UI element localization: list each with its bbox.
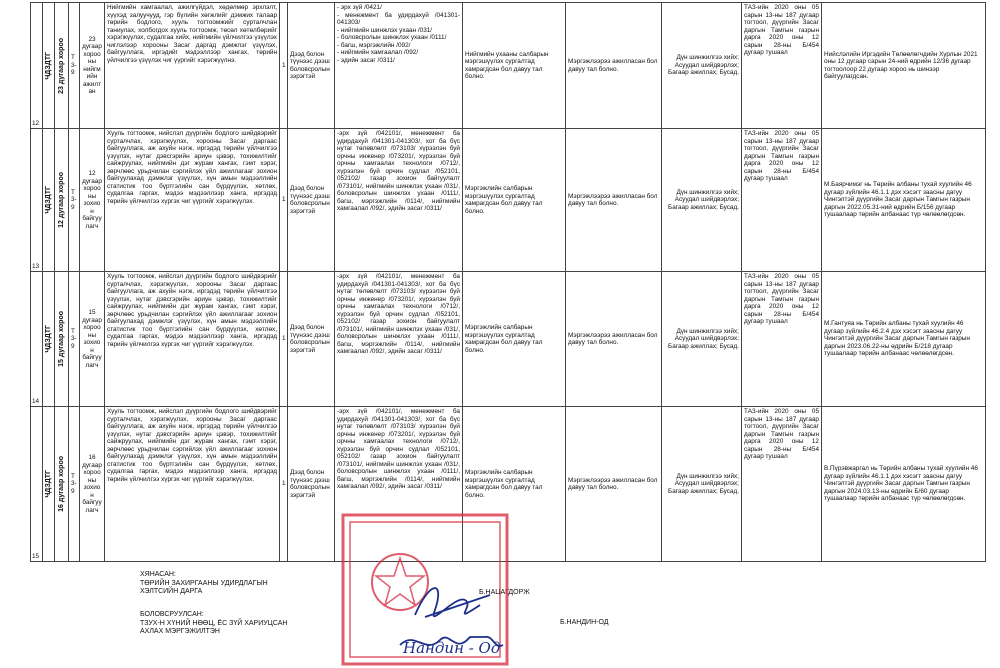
position-grade: Т3-9 [69,272,80,407]
approver-department: ТӨРИЙН ЗАХИРГААНЫ УДИРДЛАГЫН [140,579,268,587]
position-duties: Хууль тогтоомж, нийслэл дүүргийн бодлого шийдвэрийг сурталчлах, хэрэгжүүлэх, хорооны Засаг даргаас байгууллага, аж ахуйн нэгж, иргэдэд төрийн үйлчилгээ үзүүлэх, нутаг дэвсгэрийн ариун цэвэр, тохижилтийг сайжруулах, нийгмийн дэг журам хангах, гэмт хэрэг, зөрчлөөс урьдчилан сэргийлэх үйл ажиллагааг зохион байгуулахад дэмжлэг үзүүлэх, хүн амын мэдээллийн статистик тоо бүртгэлийн сан бүрдүүлэх, хөтлөх, судалгаа гаргах, мэдээ мэдээллээр ханга, иргэдэд төрийн үйлчилгээ хүргэх чиг үүргийг хэрэгжүүлэх. [105,272,280,407]
position-duties: Нийгмийн хамгаалал, ажилгүйдэл, хөдөлмөр эрхлэлт, хүүхэд залуучууд, гэр бүлийн хөгжлийг дэмжих талаар төрийн бодлого, хууль тогтоомжийг сурталчлан таниулах, холбогдох хууль тогтоомж, төсөл хөтөлбөрийг хэрэгжүүлэх, судалгаа хийх, нийгмийн үйлчилгээ үзүүлэх чиглэлээр хорооны Засаг даргад дэмжлэг үзүүлэх, байгууллага, иргэдийг мэдээллээр хангах, төрийн үйлчилгээ үзүүлэх чиг үүргийг хэрэгжүүлнэ. [105,3,280,129]
agency-code-text: ЧДЗДТГ [44,51,52,80]
training-requirement: Мэргэжлийн салбарын мэргэшүүлэх сургалтад хамрагдсан бол давуу тал болно. [463,407,566,562]
positions-table [30,2,986,562]
agency-code [43,3,55,129]
agency-code [43,129,55,272]
approval-decree: ТАЗ-ийн 2020 оны 05 сарын 13-ны 187 дугаар тогтоол, дүүргийн Засаг даргын Тамгын газрын дарга 2020 оны 12 сарын 28-ны Б/454 дугаар тушаал [742,407,822,562]
education-specialty: -эрх зүй /042101/, менежмент ба удирдахуй /041301-041303/, хот ба бүс нутаг төлөвлөлт /073103/ хүрээлэн буй орчны инженер /073201/, хүрээлэн буй орчны хамгаалах технологи /0712/, хүрээлэн буй орчин судлал /052101, 052102/ газар зохион байгуулалт /073101/, нийгмийн шинжлэх ухаан /031/, боловсролын шинжлэх ухаан /0111/, багш, мэргэжлийн /0114/, нийгмийн хамгаалал /092/, эдийн засаг /0311/ [335,129,463,272]
position-title: 23 дугаар хорооны нийгмийн ажилтан [80,3,105,129]
skills-requirement: Дүн шинжилгээ хийх; Асуудал шийдвэрлэх; Багаар ажиллах; Бусад. [662,407,742,562]
row-number: 15 [31,407,43,562]
row-number: 14 [31,272,43,407]
position-count: 1 [280,272,288,407]
position-grade: Т3-9 [69,129,80,272]
training-requirement: Нийгмийн ухааны салбарын мэргэшүүлэх сургалтад хамрагдсан бол давуу тал болно. [463,3,566,129]
preparer-caption: БОЛОВСРУУЛСАН: [140,611,204,618]
position-duties: Хууль тогтоомж, нийслэл дүүргийн бодлого шийдвэрийг сурталчлах, хэрэгжүүлэх, хорооны Засаг даргаас байгууллага, аж ахуйн нэгж, иргэдэд төрийн үйлчилгээ үзүүлэх, нутаг дэвсгэрийн ариун цэвэр, тохижилтийг сайжруулах, нийгмийн дэг журам хангах, гэмт хэрэг, зөрчлөөс урьдчилан сэргийлэх үйл ажиллагааг зохион байгуулахад дэмжлэг үзүүлэх, хүн амын мэдээллийн статистик тоо бүртгэлийн сан бүрдүүлэх, хөтлөх, судалгаа гаргах, мэдээ мэдээллээр ханга, иргэдэд төрийн үйлчилгээ хүргэх чиг үүргийг хэрэгжүүлэх. [105,407,280,562]
approval-decree: ТАЗ-ийн 2020 оны 05 сарын 13-ны 187 дугаар тогтоол, дүүргийн Засаг даргын Тамгын газрын дарга 2020 оны 12 сарын 28-ны Б/454 дугаар тушаал [742,272,822,407]
table-row [31,272,986,407]
position-title: 16 дугаар хорооны зохион байгуулагч [80,407,105,562]
preparer-block [140,611,288,637]
row-number: 12 [31,3,43,129]
subdistrict-name-text: 15 дугаар хороо [57,311,65,367]
position-title: 12 дугаар хорооны зохион байгуулагч [80,129,105,272]
experience-requirement: Мэргэжлээрээ ажилласан бол давуу тал болно. [566,129,662,272]
position-note: В.Пүрэвжаргал нь Төрийн албаны тухай хуулийн 46 дугаар зүйлийн 46.1.1 дэх хэсэгт заасны дагуу Чингэлтэй дүүргийн Засаг даргын Тамгын газрын даргын 2024.03.13-ны өдрийн Б/60 дугаар тушаалаар төрийн албанаас түр чөлөөлөгдсөн. [822,407,986,562]
education-specialty: -эрх зүй /042101/, менежмент ба удирдахуй /041301-041303/, хот ба бүс нутаг төлөвлөлт /073103/ хүрээлэн буй орчны инженер /073201/, хүрээлэн буй орчны хамгаалах технологи /0712/, хүрээлэн буй орчин судлал /052101, 052102/ газар зохион байгуулалт /073101/, нийгмийн шинжлэх ухаан /031/, боловсролын шинжлэх ухаан /0111/, багш, мэргэжлийн /0114/, нийгмийн хамгаалал /092/, эдийн засаг /0311/ [335,272,463,407]
approver-caption: ХЯНАСАН: [140,571,176,578]
table-row [31,3,986,129]
position-title: 15 дугаар хорооны зохион байгуулагч [80,272,105,407]
experience-requirement: Мэргэжлээрээ ажилласан бол давуу тал болно. [566,3,662,129]
education-level: Дээд болон түүнээс дээш боловсролын зэрэгтэй [288,272,335,407]
position-count: 1 [280,3,288,129]
subdistrict-name [55,272,69,407]
position-note: М.Баярчимэг нь Төрийн албаны тухай хуулийн 46 дугаар зүйлийн 46.1.1 дэх хэсэгт заасны дагуу Чингэлтэй дүүргийн Засаг даргын Тамгын газрын даргын 2022.05.31-ний өдрийн Б/156 дугаар тушаалаар төрийн албанаас түр чөлөөлөгдсөн. [822,129,986,272]
skills-requirement: Дүн шинжилгээ хийх; Асуудал шийдвэрлэх; Багаар ажиллах; Бусад. [662,129,742,272]
position-grade: Т3-9 [69,3,80,129]
subdistrict-name-text: 12 дугаар хороо [57,172,65,228]
position-grade: Т3-9 [69,407,80,562]
subdistrict-name [55,129,69,272]
training-requirement: Мэргэжлийн салбарын мэргэшүүлэх сургалтад хамрагдсан бол давуу тал болно. [463,272,566,407]
agency-code-text: ЧДЗДТГ [44,470,52,498]
row-number: 13 [31,129,43,272]
position-count: 1 [280,129,288,272]
education-level: Дээд болон түүнээс дээш боловсролын зэрэгтэй [288,407,335,562]
agency-code-text: ЧДЗДТГ [44,325,52,353]
approval-decree: ТАЗ-ийн 2020 оны 05 сарын 13-ны 187 дугаар тогтоол, дүүргийн Засаг даргын Тамгын газрын дарга 2020 оны 12 сарын 28-ны Б/454 дугаар тушаал [742,3,822,129]
education-specialty: -эрх зүй /042101/, менежмент ба удирдахуй /041301-041303/, хот ба бүс нутаг төлөвлөлт /073103/ хүрээлэн буй орчны инженер /073201/, хүрээлэн буй орчны хамгаалах технологи /0712/, хүрээлэн буй орчин судлал /052101, 052102/ газар зохион байгуулалт /073101/, нийгмийн шинжлэх ухаан /031/, боловсролын шинжлэх ухаан /0111/, багш, мэргэжлийн /0114/, нийгмийн хамгаалал /092/, эдийн засаг /0311/ [335,407,463,562]
education-level: Дээд болон түүнээс дээш боловсролын зэрэгтэй [288,3,335,129]
position-note: М.Гантуяа нь Төрийн албаны тухай хуулийн 46 дугаар зүйлийн 46.2.4 дэх хэсэгт заасны дагуу Чингэлтэй дүүргийн Засаг даргын Тамгын газрын даргын 2023.06.22-ны өдрийн Б/218 дугаар тушаалаар төрийн албанаас чөлөөлөгдсөн. [822,272,986,407]
approver-title: ХЭЛТСИЙН ДАРГА [140,588,203,595]
position-note: Нийслэлийн Иргэдийн Төлөөлөгчдийн Хурлын 2021 оны 12 дугаар сарын 24-ний өдрийн 12/36 дугаар тогтоолоор 22 дугаар хороо нь шинээр байгуулагдсан. [822,3,986,129]
education-specialty: - эрх зүй /0421/ - менежмент ба удирдахуй /041301-041303/ - нийгмийн шинжлэх ухаан /031/ - боловсролын шинжлэх ухаан /0111/ - багш, мэргэжлийн /092/ - нийгмийн хамгаалал /092/ - эдийн засаг /0311/ [335,3,463,129]
agency-code-text: ЧДЗДТГ [44,186,52,214]
preparer-name: Б.НАНДИН-ОД [560,619,609,626]
preparer-department: ТЗУХ-Н ХҮНИЙ НӨӨЦ, ЁС ЗҮЙ ХАРИУЦСАН [140,619,288,627]
experience-requirement: Мэргэжлээрээ ажилласан бол давуу тал болно. [566,272,662,407]
approver-block [140,571,268,597]
preparer-title: АХЛАХ МЭРГЭЖИЛТЭН [140,628,220,635]
position-duties: Хууль тогтоомж, нийслэл дүүргийн бодлого шийдвэрийг сурталчлах, хэрэгжүүлэх, хорооны Засаг даргаас байгууллага, аж ахуйн нэгж, иргэдэд төрийн үйлчилгээ үзүүлэх, нутаг дэвсгэрийн ариун цэвэр, тохижилтийг сайжруулах, нийгмийн дэг журам хангах, гэмт хэрэг, зөрчлөөс урьдчилан сэргийлэх үйл ажиллагааг зохион байгуулахад дэмжлэг үзүүлэх, хүн амын мэдээллийн статистик тоо бүртгэлийн сан бүрдүүлэх, хөтлөх, судалгаа гаргах, мэдээ мэдээллээр ханга, иргэдэд төрийн үйлчилгээ хүргэх чиг үүргийг хэрэгжүүлэх. [105,129,280,272]
subdistrict-name [55,407,69,562]
table-row [31,129,986,272]
handwritten-signature [395,575,505,665]
education-level: Дээд болон түүнээс дээш боловсролын зэрэгтэй [288,129,335,272]
skills-requirement: Дүн шинжилгээ хийх; Асуудал шийдвэрлэх; Багаар ажиллах; Бусад. [662,3,742,129]
experience-requirement: Мэргэжлээрээ ажилласан бол давуу тал болно. [566,407,662,562]
approver-name: Б.НАЦАГДОРЖ [479,589,530,596]
signature-text: Нандин - Од [403,639,501,657]
skills-requirement: Дүн шинжилгээ хийх; Асуудал шийдвэрлэх; Багаар ажиллах; Бусад. [662,272,742,407]
subdistrict-name [55,3,69,129]
subdistrict-name-text: 16 дугаар хороо [57,456,65,512]
position-count: 1 [280,407,288,562]
subdistrict-name-text: 23 дугаар хороо [57,37,65,94]
agency-code [43,407,55,562]
signature-stroke-1 [415,588,490,617]
agency-code [43,272,55,407]
training-requirement: Мэргэжлийн салбарын мэргэшүүлэх сургалтад хамрагдсан бол давуу тал болно. [463,129,566,272]
approval-decree: ТАЗ-ийн 2020 оны 05 сарын 13-ны 187 дугаар тогтоол, дүүргийн Засаг даргын Тамгын газрын дарга 2020 оны 12 сарын 28-ны Б/454 дугаар тушаал [742,129,822,272]
